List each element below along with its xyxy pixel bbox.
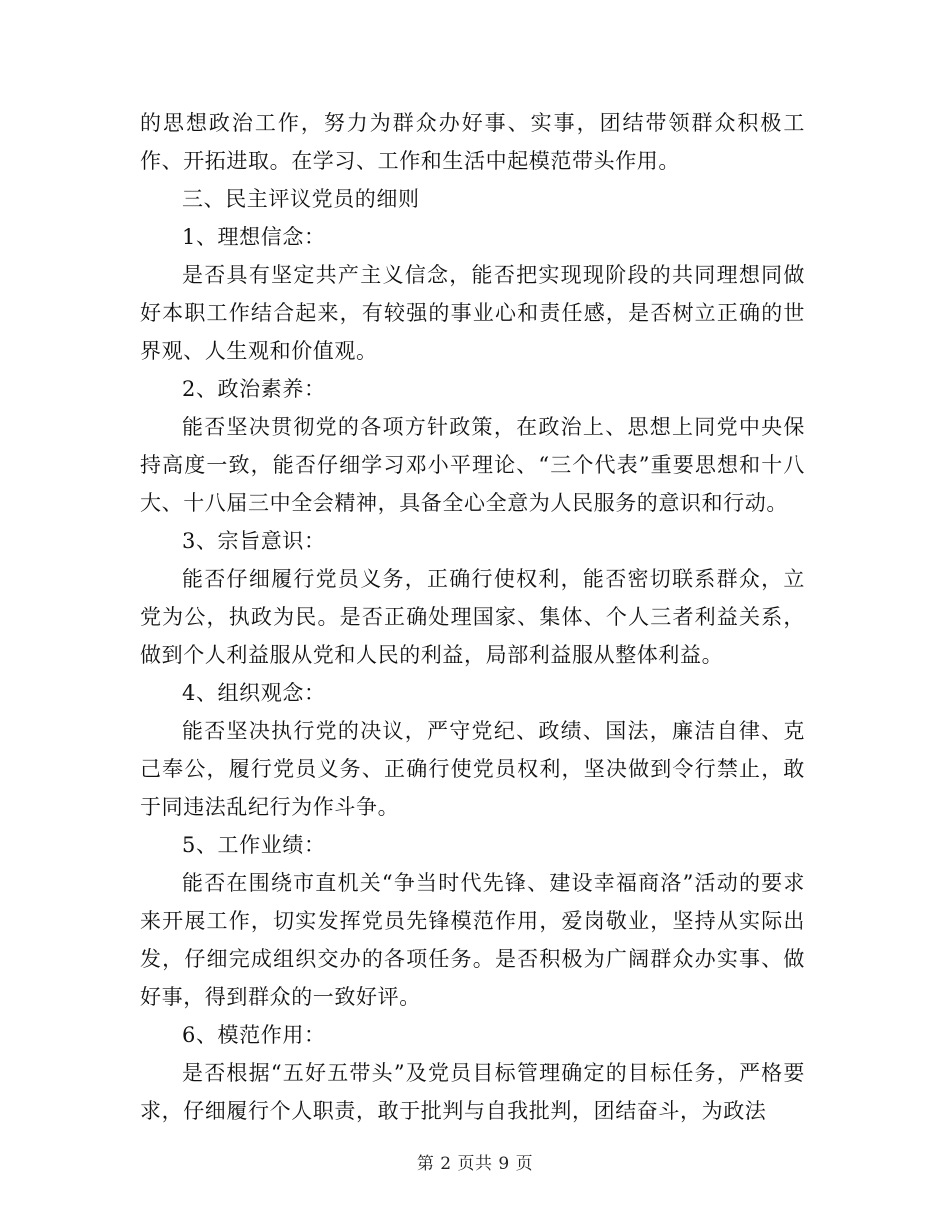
item-heading-performance: 5、工作业绩： <box>182 833 326 857</box>
paragraph-continuation: 的思想政治工作，努力为群众办好事、实事，团结带领群众积极工作、开拓进取。在学习、工作和生活中起模范带头作用。 <box>140 111 805 173</box>
item-heading-political: 2、政治素养： <box>182 377 326 401</box>
item-heading-ideals: 1、理想信念： <box>182 225 326 249</box>
section-heading: 三、民主评议党员的细则 <box>182 187 420 211</box>
item-heading-organization: 4、组织观念： <box>182 681 326 705</box>
paragraph-performance: 能否在围绕市直机关“争当时代先锋、建设幸福商洛”活动的要求来开展工作，切实发挥党员先锋模范作用，爱岗敬业，坚持从实际出发，仔细完成组织交办的各项任务。是否积极为广阔群众办实事、做好事，得到群众的一致好评。 <box>140 871 805 1009</box>
paragraph-model-role: 是否根据“五好五带头”及党员目标管理确定的目标任务，严格要求，仔细履行个人职责，敢于批判与自我批判，团结奋斗，为政法 <box>140 1061 805 1123</box>
paragraph-organization: 能否坚决执行党的决议，严守党纪、政绩、国法，廉洁自律、克己奉公，履行党员义务、正确行使党员权利，坚决做到令行禁止，敢于同违法乱纪行为作斗争。 <box>140 719 805 819</box>
item-heading-model-role: 6、模范作用： <box>182 1023 326 1047</box>
item-heading-purpose: 3、宗旨意识： <box>182 529 326 553</box>
paragraph-purpose: 能否仔细履行党员义务，正确行使权利，能否密切联系群众，立党为公，执政为民。是否正确处理国家、集体、个人三者利益关系，做到个人利益服从党和人民的利益，局部利益服从整体利益。 <box>140 567 805 667</box>
page-footer: 第 2 页共 9 页 <box>416 1154 534 1174</box>
document-body <box>140 104 805 1130</box>
paragraph-political: 能否坚决贯彻党的各项方针政策，在政治上、思想上同党中央保持高度一致，能否仔细学习邓小平理论、“三个代表”重要思想和十八大、十八届三中全会精神，具备全心全意为人民服务的意识和行动。 <box>140 415 805 515</box>
paragraph-ideals: 是否具有坚定共产主义信念，能否把实现现阶段的共同理想同做好本职工作结合起来，有较强的事业心和责任感，是否树立正确的世界观、人生观和价值观。 <box>140 263 805 363</box>
